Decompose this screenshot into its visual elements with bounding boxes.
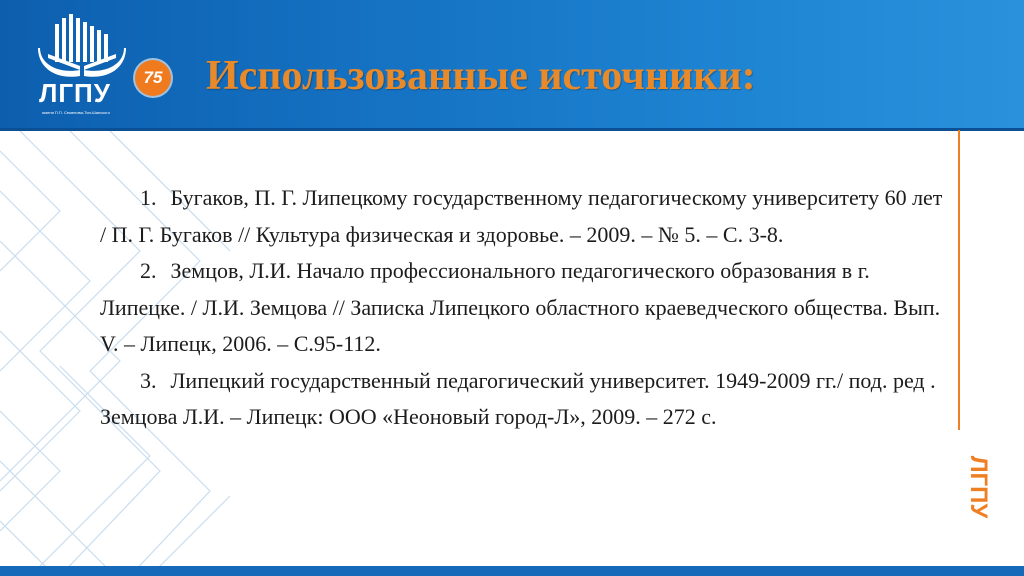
footer-bar (0, 566, 1024, 576)
list-item (100, 363, 945, 436)
side-accent-line (958, 130, 960, 430)
reference-number: 1. (140, 185, 157, 210)
logo-text: ЛГПУ (39, 78, 111, 108)
list-item (100, 253, 945, 363)
side-label: ЛГПУ (965, 455, 992, 519)
logo-subtitle: имени П.П. Семенова-Тян-Шанского (42, 110, 110, 115)
reference-text: Земцов, Л.И. Начало профессионального педагогического образования в г. Липецке. / Л.И. Земцова // Записка Липецкого областного краеведческого общества. Вып. V. – Липецк, 2006. – С.95-112. (100, 258, 941, 356)
anniversary-badge: 75 (135, 60, 171, 96)
slide-header (0, 0, 1024, 128)
slide-title: Использованные источники: (206, 53, 756, 99)
references-list (100, 180, 945, 436)
reference-text: Липецкий государственный педагогический университет. 1949-2009 гг./ под. ред . Земцова Л.И. – Липецк: ООО «Неоновый город-Л», 2009. – 272 с. (100, 367, 936, 429)
reference-text: Бугаков, П. Г. Липецкому государственному педагогическому университету 60 лет / П. Г. Бугаков // Культура физическая и здоровье. – 2009. – № 5. – С. 3-8. (100, 185, 943, 247)
reference-number: 2. (140, 258, 157, 283)
list-item (100, 180, 945, 253)
reference-number: 3. (140, 367, 157, 393)
